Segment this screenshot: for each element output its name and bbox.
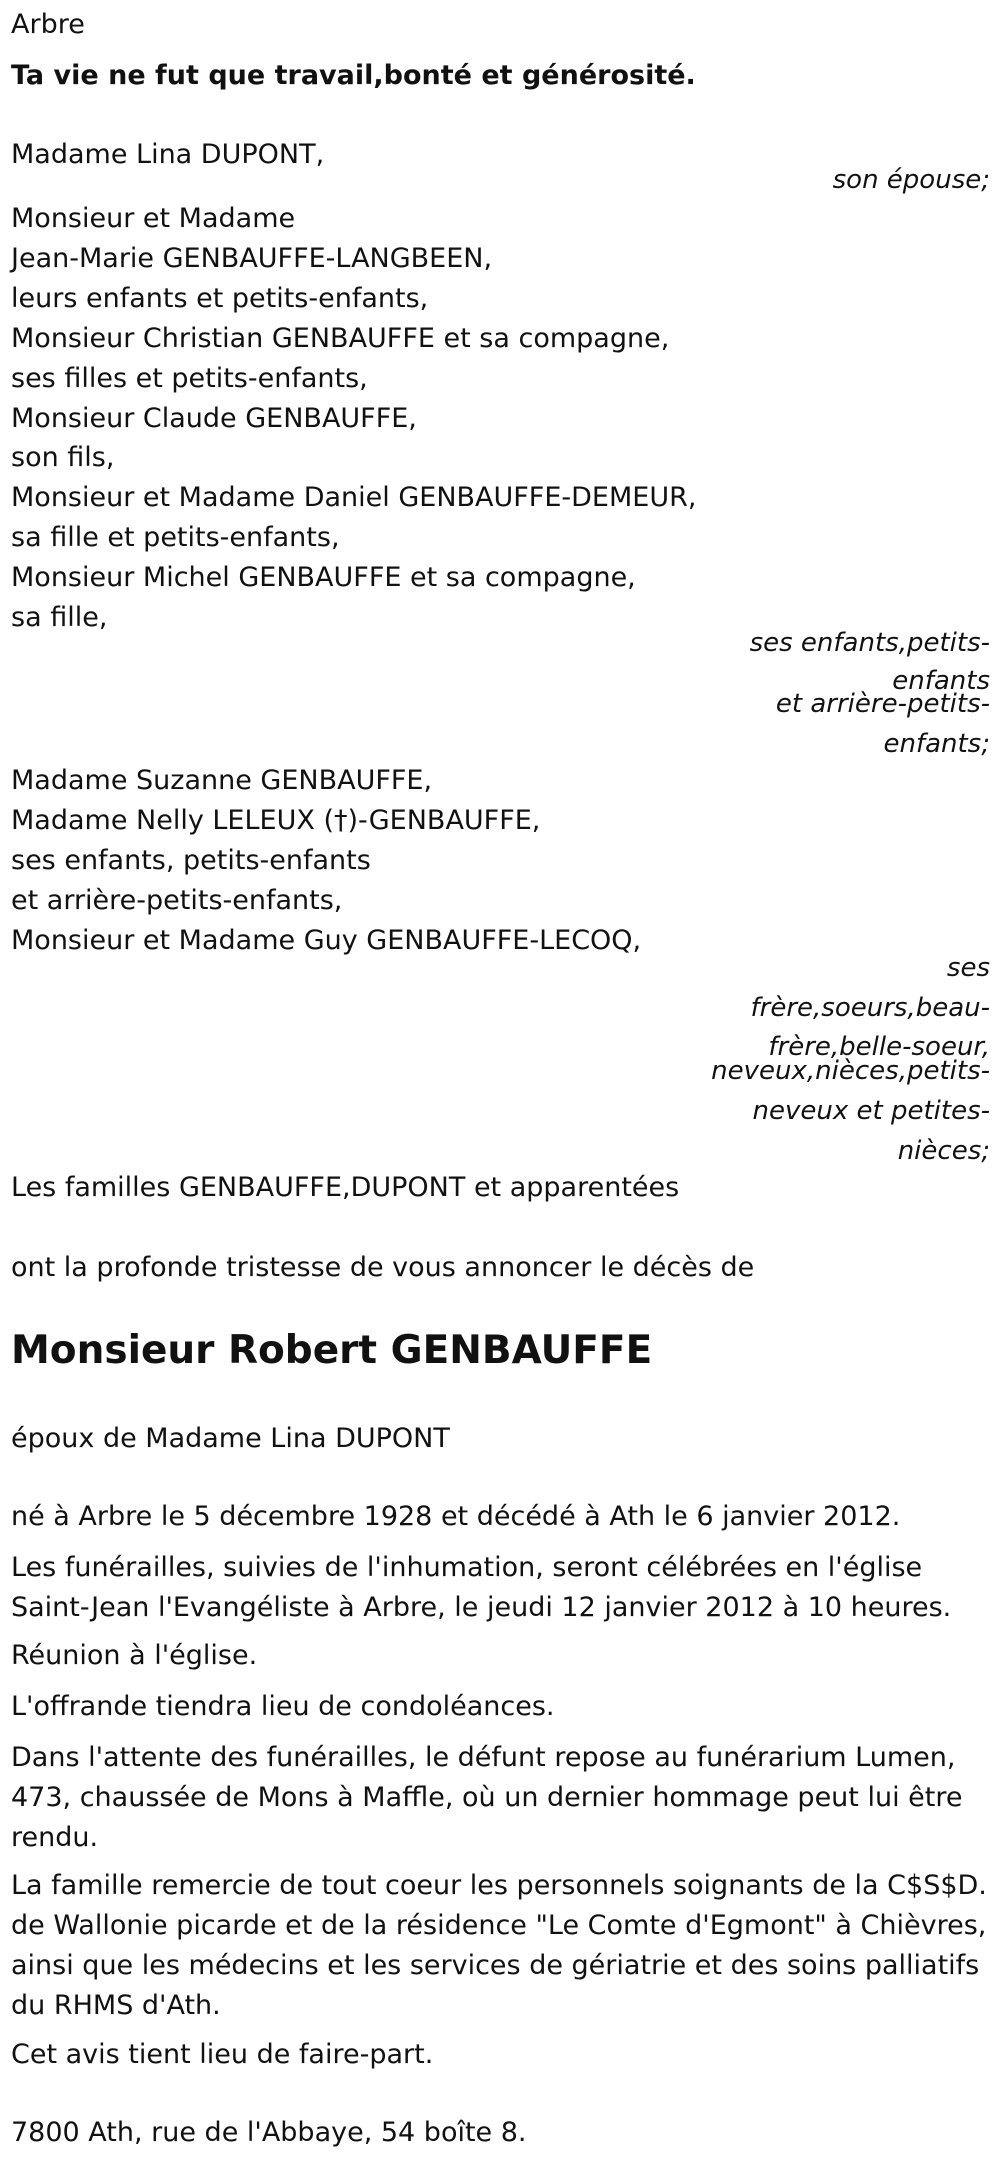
funerarium-line: rendu. <box>11 1822 99 1853</box>
deceased-name: Monsieur Robert GENBAUFFE <box>11 1328 653 1373</box>
motto: Ta vie ne fut que travail,bonté et générosité. <box>11 60 696 91</box>
spouse-role: son épouse; <box>832 165 990 195</box>
siblings-line: Madame Suzanne GENBAUFFE, <box>11 765 433 796</box>
children-line: sa fille et petits-enfants, <box>11 522 340 553</box>
offering-line: L'offrande tiendra lieu de condoléances. <box>11 1691 555 1722</box>
thanks-line: La famille remercie de tout coeur les personnels soignants de la C$S$D. <box>11 1870 987 1901</box>
siblings-role-line: nièces; <box>897 1136 990 1166</box>
children-line: son fils, <box>11 442 115 473</box>
thanks-line: du RHMS d'Ath. <box>11 1990 221 2021</box>
children-role-line: enfants <box>892 666 990 696</box>
children-role-line: enfants; <box>883 729 990 759</box>
birth-death-line: né à Arbre le 5 décembre 1928 et décédé à Ath le 6 janvier 2012. <box>11 1501 901 1532</box>
siblings-role-line: neveux,nièces,petits- <box>711 1056 990 1086</box>
thanks-line: ainsi que les médecins et les services de gériatrie et des soins palliatifs <box>11 1950 980 1981</box>
children-line: leurs enfants et petits-enfants, <box>11 283 429 314</box>
siblings-role-line: frère,soeurs,beau- <box>750 993 990 1023</box>
funeral-line: Les funérailles, suivies de l'inhumation, seront célébrées en l'église <box>11 1552 923 1583</box>
notice-line: Cet avis tient lieu de faire-part. <box>11 2039 434 2070</box>
announcement: ont la profonde tristesse de vous annoncer le décès de <box>11 1252 755 1283</box>
funeral-line: Saint-Jean l'Evangéliste à Arbre, le jeudi 12 janvier 2012 à 10 heures. <box>11 1592 952 1623</box>
siblings-line: et arrière-petits-enfants, <box>11 885 343 916</box>
siblings-line: Madame Nelly LELEUX (†)-GENBAUFFE, <box>11 805 541 836</box>
siblings-line: ses enfants, petits-enfants <box>11 845 371 876</box>
spouse-line: Madame Lina DUPONT, <box>11 139 325 170</box>
families-line: Les familles GENBAUFFE,DUPONT et apparentées <box>11 1172 680 1203</box>
children-line: Jean-Marie GENBAUFFE-LANGBEEN, <box>11 243 493 274</box>
meeting-line: Réunion à l'église. <box>11 1640 258 1671</box>
place-name: Arbre <box>11 9 85 40</box>
children-line: ses filles et petits-enfants, <box>11 363 368 394</box>
thanks-line: de Wallonie picarde et de la résidence "Le Comte d'Egmont" à Chièvres, <box>11 1910 987 1941</box>
siblings-role-line: neveux et petites- <box>752 1096 990 1126</box>
children-line: Monsieur et Madame <box>11 203 296 234</box>
children-line: Monsieur Claude GENBAUFFE, <box>11 403 417 434</box>
children-line: sa fille, <box>11 602 108 633</box>
siblings-role-line: frère,belle-soeur, <box>768 1032 990 1062</box>
children-line: Monsieur et Madame Daniel GENBAUFFE-DEMEUR, <box>11 482 697 513</box>
spouse-of-line: époux de Madame Lina DUPONT <box>11 1423 450 1454</box>
siblings-role-line: ses <box>946 953 990 983</box>
funerarium-line: 473, chaussée de Mons à Maffle, où un dernier hommage peut lui être <box>11 1782 963 1813</box>
funerarium-line: Dans l'attente des funérailles, le défunt repose au funérarium Lumen, <box>11 1742 956 1773</box>
siblings-line: Monsieur et Madame Guy GENBAUFFE-LECOQ, <box>11 925 642 956</box>
children-role-line: et arrière-petits- <box>775 689 990 719</box>
children-line: Monsieur Christian GENBAUFFE et sa compagne, <box>11 323 670 354</box>
children-line: Monsieur Michel GENBAUFFE et sa compagne, <box>11 562 636 593</box>
address-line: 7800 Ath, rue de l'Abbaye, 54 boîte 8. <box>11 2117 527 2148</box>
children-role-line: ses enfants,petits- <box>749 628 990 658</box>
